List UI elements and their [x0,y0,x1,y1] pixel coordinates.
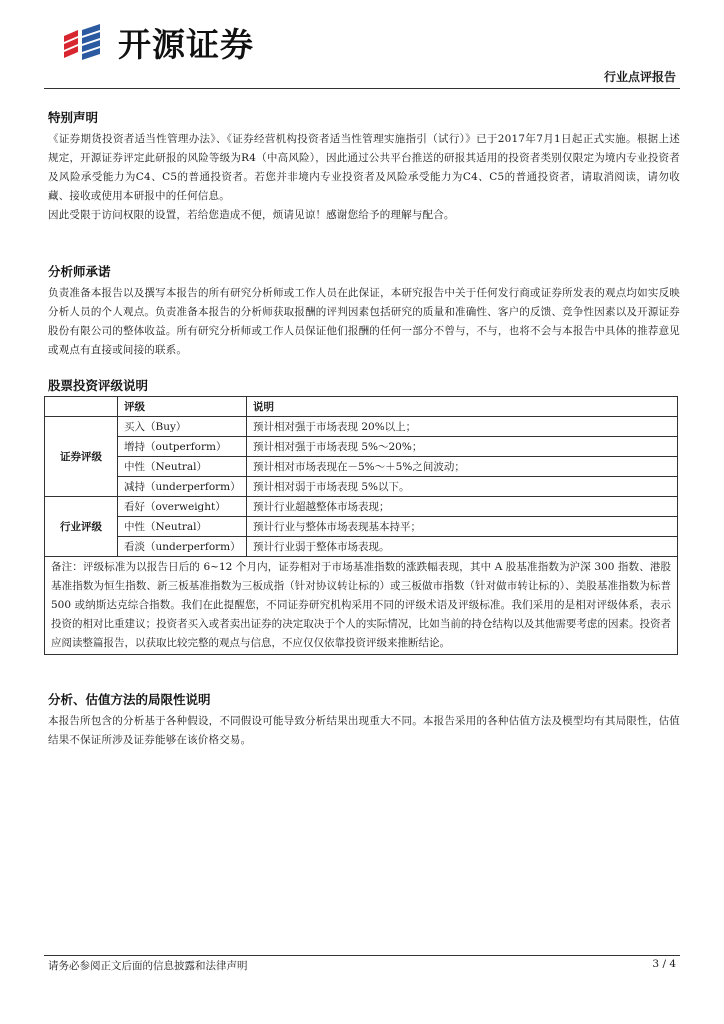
rating-cell: 看好（overweight） [118,497,247,517]
footer-divider [44,955,680,956]
table-row [45,417,678,437]
table-row [45,437,678,457]
description-cell: 预计相对弱于市场表现 5%以下。 [247,477,678,497]
limitations-section [48,690,680,750]
company-logo [60,20,254,64]
rating-table [44,396,678,655]
page-number: 3 / 4 [652,958,676,970]
paragraph: 《证券期货投资者适当性管理办法》、《证券经营机构投资者适当性管理实施指引（试行）》已于2017年7月1日起正式实施。根据上述规定，开源证券评定此研报的风险等级为R4（中高风险），因此通过公共平台推送的研报其适用的投资者类别仅限定为境内专业投资者及风险承受能力为C4、C5的普通投资者。若您并非境内专业投资者及风险承受能力为C4、C5的普通投资者，请取消阅读，请勿收藏、接收或使用本研报中的任何信息。 [48,133,680,202]
description-cell: 预计相对强于市场表现 5%～20%； [247,437,678,457]
group-label: 行业评级 [45,497,118,557]
description-cell: 预计相对市场表现在－5%～＋5%之间波动； [247,457,678,477]
analyst-commitment-section [48,262,680,360]
section-title: 特别声明 [48,110,99,125]
rating-cell: 买入（Buy） [118,417,247,437]
description-cell: 预计行业超越整体市场表现； [247,497,678,517]
rating-cell: 减持（underperform） [118,477,247,497]
table-row [45,457,678,477]
group-label: 证券评级 [45,417,118,497]
rating-cell: 看淡（underperform） [118,537,247,557]
section-title: 分析、估值方法的局限性说明 [48,692,211,707]
table-header-row [45,397,678,417]
table-header: 说明 [247,397,678,417]
header-divider [44,88,680,89]
rating-cell: 中性（Neutral） [118,457,247,477]
paragraph: 因此受限于访问权限的设置，若给您造成不便，烦请见谅！感谢您给予的理解与配合。 [48,209,455,221]
rating-note: 备注：评级标准为以报告日后的 6~12 个月内，证券相对于市场基准指数的涨跌幅表现，其中 A 股基准指数为沪深 300 指数、港股基准指数为恒生指数、新三板基准指数为三板成指（针对协议转让标的）或三板做市指数（针对做市转让标的）、美股基准指数为标普 500 或纳斯达克综合指数。我们在此提醒您，不同证券研究机构采用不同的评级术语及评级标准。我们采用的是相对评级体系，表示投资的相对比重建议；投资者买入或者卖出证券的决定取决于个人的实际情况，比如当前的持仓结构以及其他需要考虑的因素。投资者应阅读整篇报告，以获取比较完整的观点与信息，不应仅仅依靠投资评级来推断结论。 [45,557,678,655]
description-cell: 预计相对强于市场表现 20%以上； [247,417,678,437]
document-type: 行业点评报告 [603,70,676,84]
footer-notice: 请务必参阅正文后面的信息披露和法律声明 [48,960,248,972]
logo-text: 开源证券 [118,24,254,64]
special-statement-section [48,108,680,225]
rating-cell: 中性（Neutral） [118,517,247,537]
table-header-empty [45,397,118,417]
section-title: 分析师承诺 [48,264,111,279]
rating-cell: 增持（outperform） [118,437,247,457]
table-note-row [45,557,678,655]
table-row [45,497,678,517]
description-cell: 预计行业与整体市场表现基本持平； [247,517,678,537]
paragraph: 本报告所包含的分析基于各种假设，不同假设可能导致分析结果出现重大不同。本报告采用的各种估值方法及模型均有其局限性，估值结果不保证所涉及证券能够在该价格交易。 [48,715,680,746]
section-title: 股票投资评级说明 [48,378,149,393]
table-row [45,517,678,537]
table-row [45,537,678,557]
table-header: 评级 [118,397,247,417]
logo-mark-icon [60,22,110,62]
paragraph: 负责准备本报告以及撰写本报告的所有研究分析师或工作人员在此保证，本研究报告中关于任何发行商或证券所发表的观点均如实反映分析人员的个人观点。负责准备本报告的分析师获取报酬的评判因素包括研究的质量和准确性、客户的反馈、竞争性因素以及开源证券股份有限公司的整体收益。所有研究分析师或工作人员保证他们报酬的任何一部分不曾与，不与，也将不会与本报告中具体的推荐意见或观点有直接或间接的联系。 [48,287,680,356]
rating-explanation-section [48,376,680,398]
table-row [45,477,678,497]
description-cell: 预计行业弱于整体市场表现。 [247,537,678,557]
